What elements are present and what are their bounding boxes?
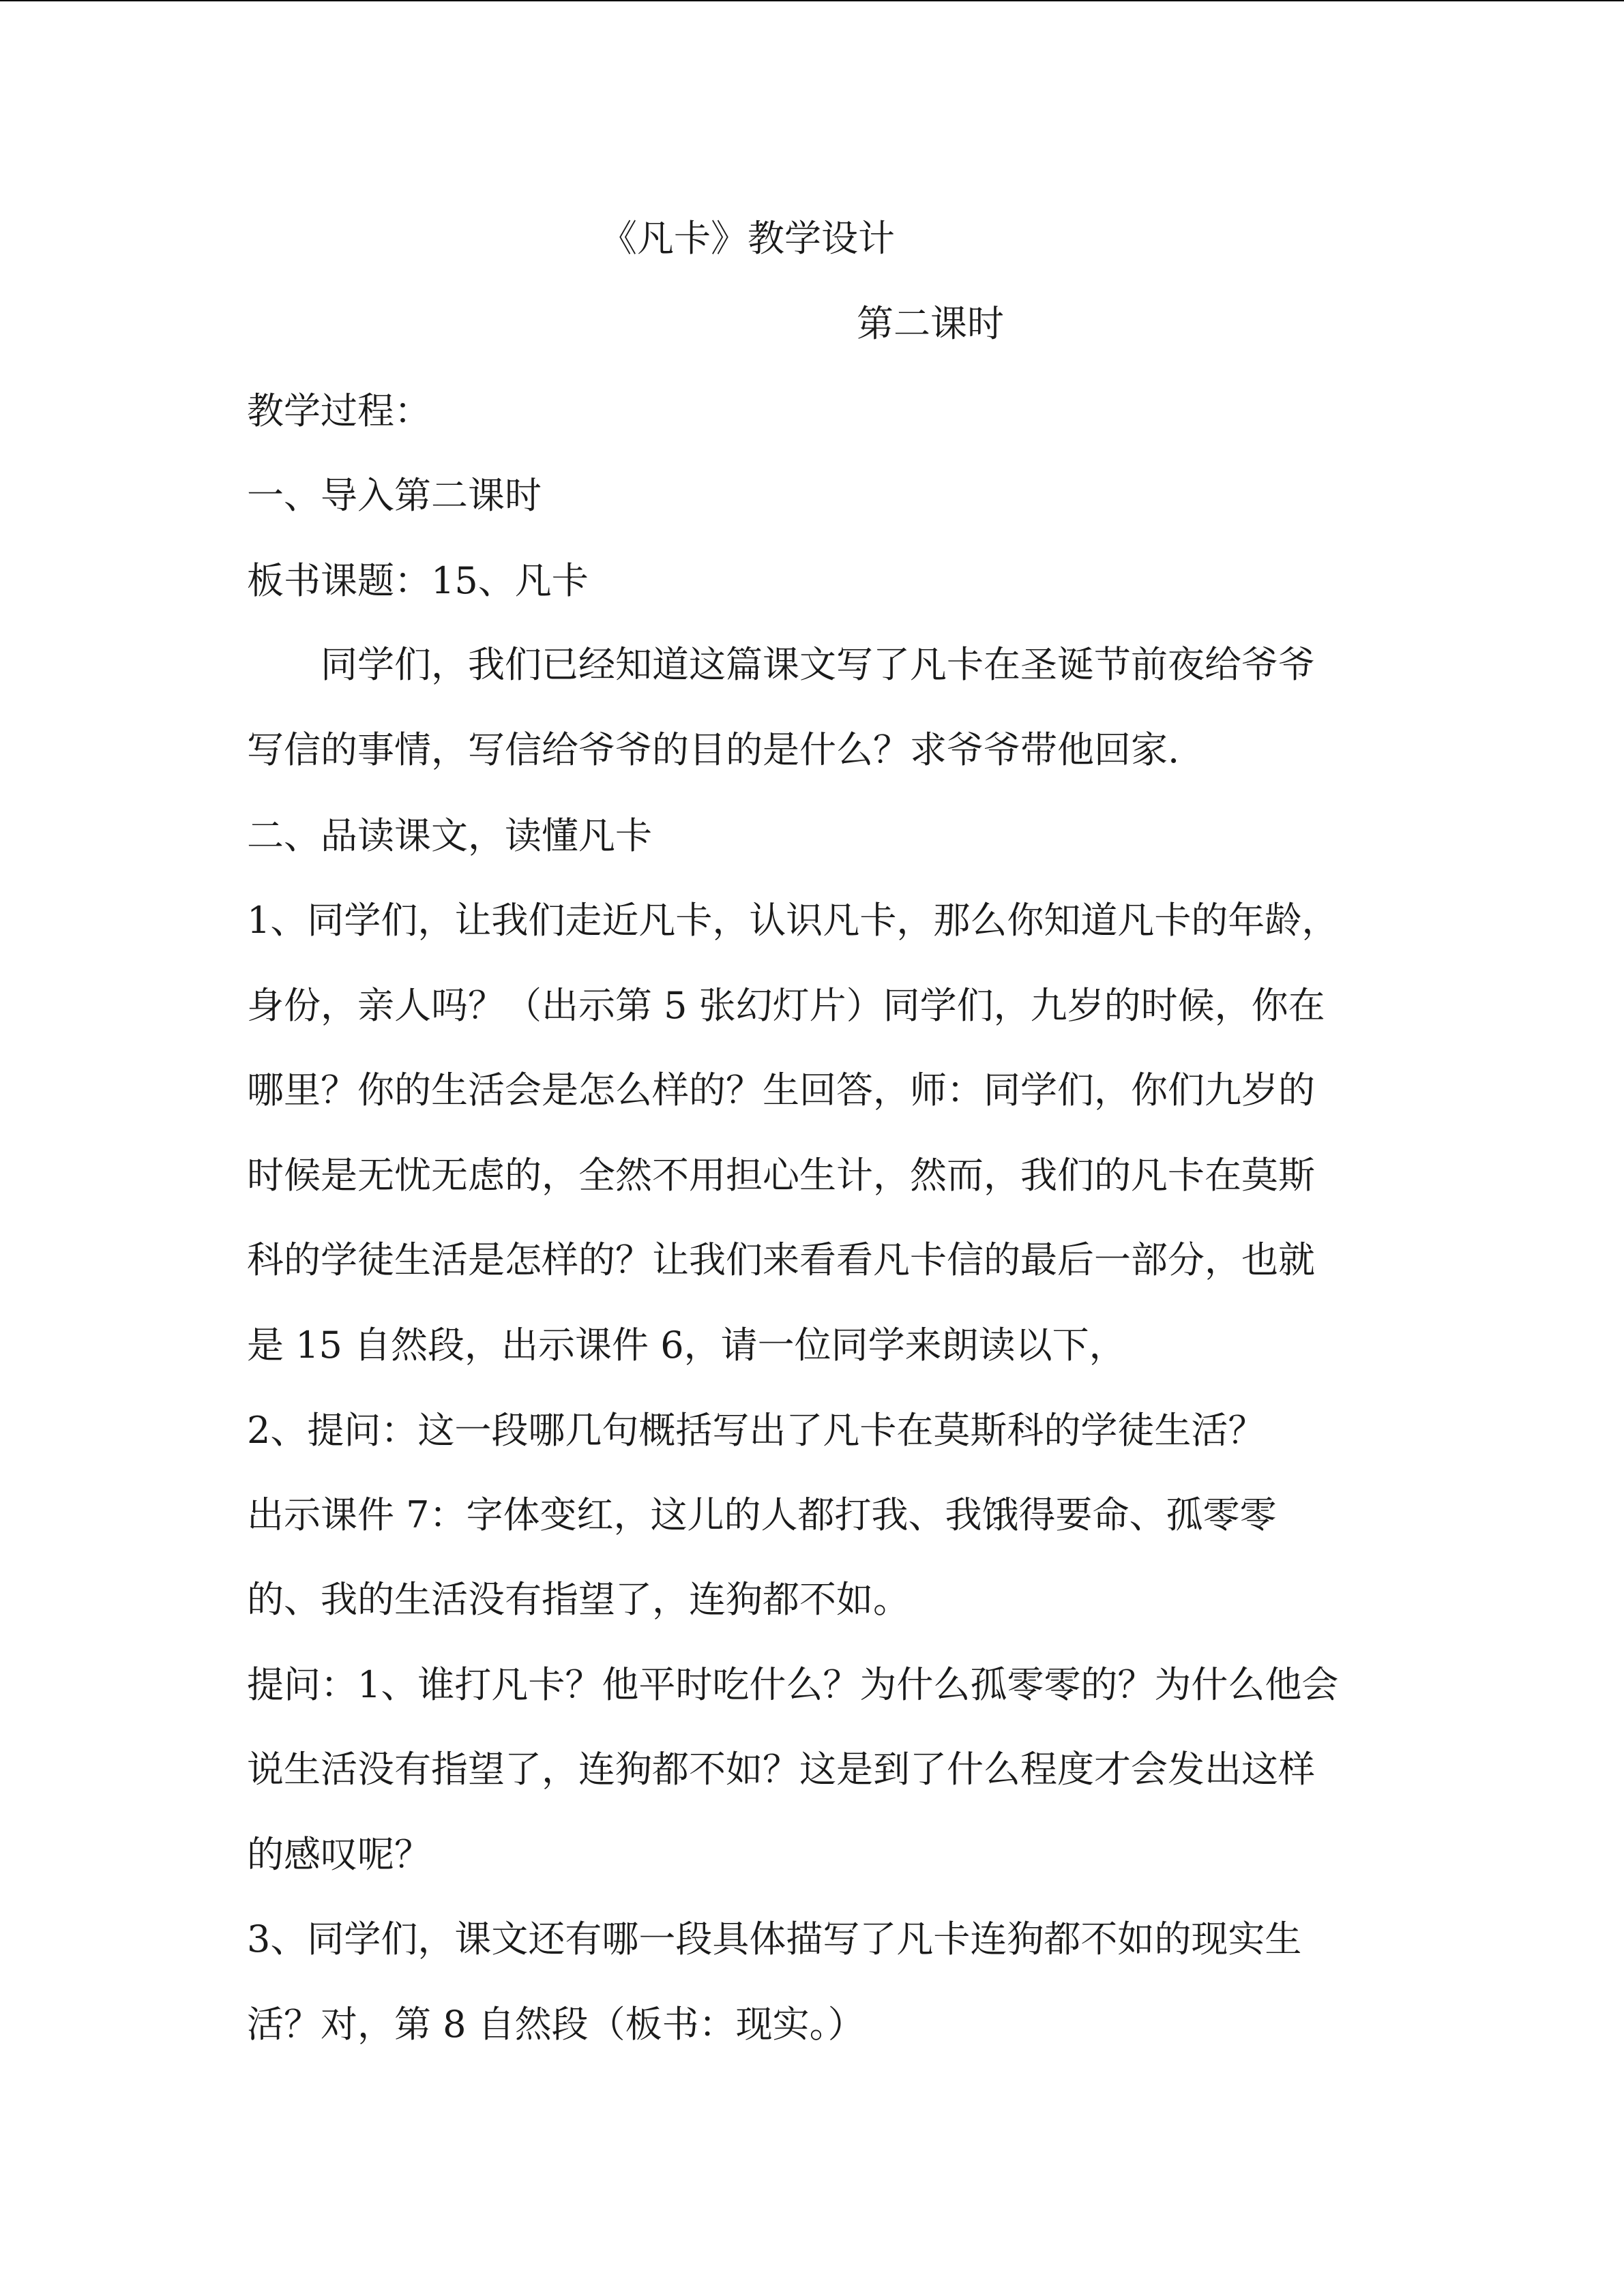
paragraph-line: 的感叹呢？	[247, 1833, 431, 1876]
paragraph-line: 时候是无忧无虑的，全然不用担心生计，然而，我们的凡卡在莫斯	[247, 1154, 1315, 1197]
paragraph-line: 活？对，第 8 自然段（板书：现实。）	[247, 2003, 865, 2046]
paragraph-line: 3、同学们，课文还有哪一段具体描写了凡卡连狗都不如的现实生	[247, 1918, 1302, 1960]
paragraph-line: 哪里？你的生活会是怎么样的？生回答，师：同学们，你们九岁的	[247, 1069, 1315, 1112]
paragraph-line: 出示课件 7：字体变红，这儿的人都打我、我饿得要命、孤零零	[247, 1493, 1277, 1536]
paragraph-line: 提问：1、谁打凡卡？他平时吃什么？为什么孤零零的？为什么他会	[247, 1663, 1339, 1706]
paragraph-line: 说生活没有指望了，连狗都不如？这是到了什么程度才会发出这样	[247, 1748, 1315, 1791]
document-subtitle: 第二课时	[857, 302, 1004, 345]
paragraph-line: 2、提问：这一段哪几句概括写出了凡卡在莫斯科的学徒生活？	[247, 1409, 1265, 1452]
paragraph-line: 身份，亲人吗？（出示第 5 张幻灯片）同学们，九岁的时候，你在	[247, 984, 1325, 1027]
section-heading-intro: 一、导入第二课时	[247, 474, 542, 517]
paragraph-line: 的、我的生活没有指望了，连狗都不如。	[247, 1578, 910, 1621]
paragraph-line: 同学们，我们已经知道这篇课文写了凡卡在圣诞节前夜给爷爷	[321, 643, 1315, 686]
paragraph-line: 1、同学们，让我们走近凡卡，认识凡卡，那么你知道凡卡的年龄，	[247, 899, 1339, 942]
paragraph-line: 写信的事情，写信给爷爷的目的是什么？求爷爷带他回家.	[247, 728, 1180, 771]
paragraph-line: 是 15 自然段，出示课件 6，请一位同学来朗读以下，	[247, 1324, 1126, 1367]
section-heading-process: 教学过程：	[247, 389, 431, 432]
section-heading-reading: 二、品读课文，读懂凡卡	[247, 814, 652, 857]
board-title-line: 板书课题：15、凡卡	[247, 559, 589, 602]
document-title: 《凡卡》教学设计	[600, 217, 895, 260]
paragraph-line: 科的学徒生活是怎样的？让我们来看看凡卡信的最后一部分，也就	[247, 1238, 1315, 1281]
